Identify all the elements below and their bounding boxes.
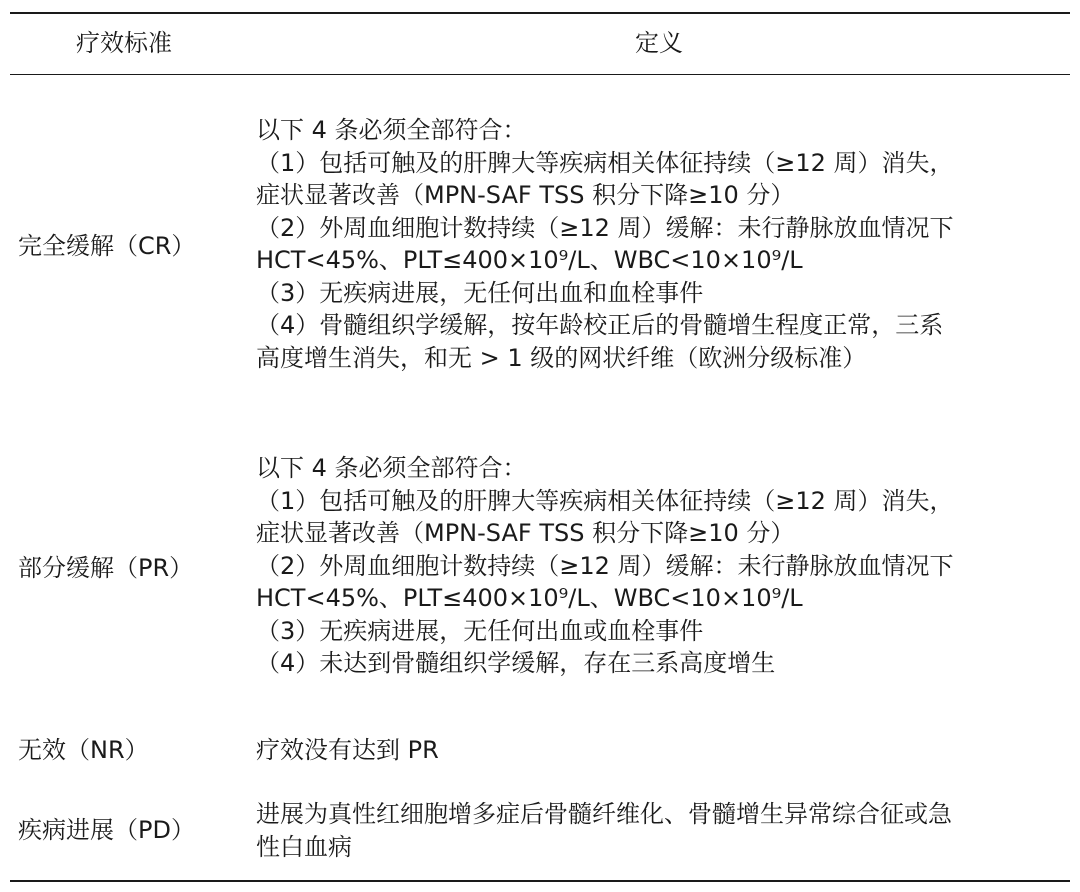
row-nr-definition bbox=[256, 734, 1066, 767]
header-rule bbox=[10, 74, 1070, 75]
definition-line: （1）包括可触及的肝脾大等疾病相关体征持续（≥12 周）消失， bbox=[256, 148, 954, 177]
definition-line: HCT<45%、PLT≤400×10⁹/L、WBC<10×10⁹/L bbox=[256, 246, 803, 274]
definition-line: HCT<45%、PLT≤400×10⁹/L、WBC<10×10⁹/L bbox=[256, 584, 803, 612]
definition-line: （2）外周血细胞计数持续（≥12 周）缓解：未行静脉放血情况下 bbox=[256, 213, 954, 242]
definition-line: （1）包括可触及的肝脾大等疾病相关体征持续（≥12 周）消失， bbox=[256, 486, 954, 515]
definition-line: 症状显著改善（MPN-SAF TSS 积分下降≥10 分） bbox=[256, 519, 795, 547]
header-definition: 定义 bbox=[635, 29, 683, 57]
row-cr-criterion: 完全缓解（CR） bbox=[18, 232, 196, 260]
row-pd-definition bbox=[256, 798, 1066, 863]
definition-line: （2）外周血细胞计数持续（≥12 周）缓解：未行静脉放血情况下 bbox=[256, 551, 954, 580]
row-pr-criterion: 部分缓解（PR） bbox=[18, 554, 194, 582]
row-cr-definition bbox=[256, 114, 1066, 374]
definition-line: （3）无疾病进展，无任何出血或血栓事件 bbox=[256, 616, 704, 645]
definition-line: （4）未达到骨髓组织学缓解，存在三系高度增生 bbox=[256, 649, 776, 677]
definition-line: 性白血病 bbox=[256, 832, 352, 861]
definition-line: （3）无疾病进展，无任何出血和血栓事件 bbox=[256, 278, 704, 307]
header-criterion: 疗效标准 bbox=[76, 29, 172, 57]
criteria-table bbox=[10, 12, 1070, 882]
table-top-rule bbox=[10, 12, 1070, 14]
row-pd-criterion: 疾病进展（PD） bbox=[18, 816, 195, 844]
definition-line: 进展为真性红细胞增多症后骨髓纤维化、骨髓增生异常综合征或急 bbox=[256, 800, 952, 828]
definition-line: （4）骨髓组织学缓解，按年龄校正后的骨髓增生程度正常，三系 bbox=[256, 311, 944, 339]
table-bottom-rule bbox=[10, 880, 1070, 882]
definition-line: 高度增生消失，和无 > 1 级的网状纤维（欧洲分级标准） bbox=[256, 343, 867, 372]
row-nr-criterion: 无效（NR） bbox=[18, 736, 149, 764]
definition-line: 以下 4 条必须全部符合： bbox=[256, 454, 527, 482]
definition-line: 症状显著改善（MPN-SAF TSS 积分下降≥10 分） bbox=[256, 181, 795, 209]
row-pr-definition bbox=[256, 452, 1066, 680]
definition-line: 疗效没有达到 PR bbox=[256, 736, 439, 764]
definition-line: 以下 4 条必须全部符合： bbox=[256, 116, 527, 144]
